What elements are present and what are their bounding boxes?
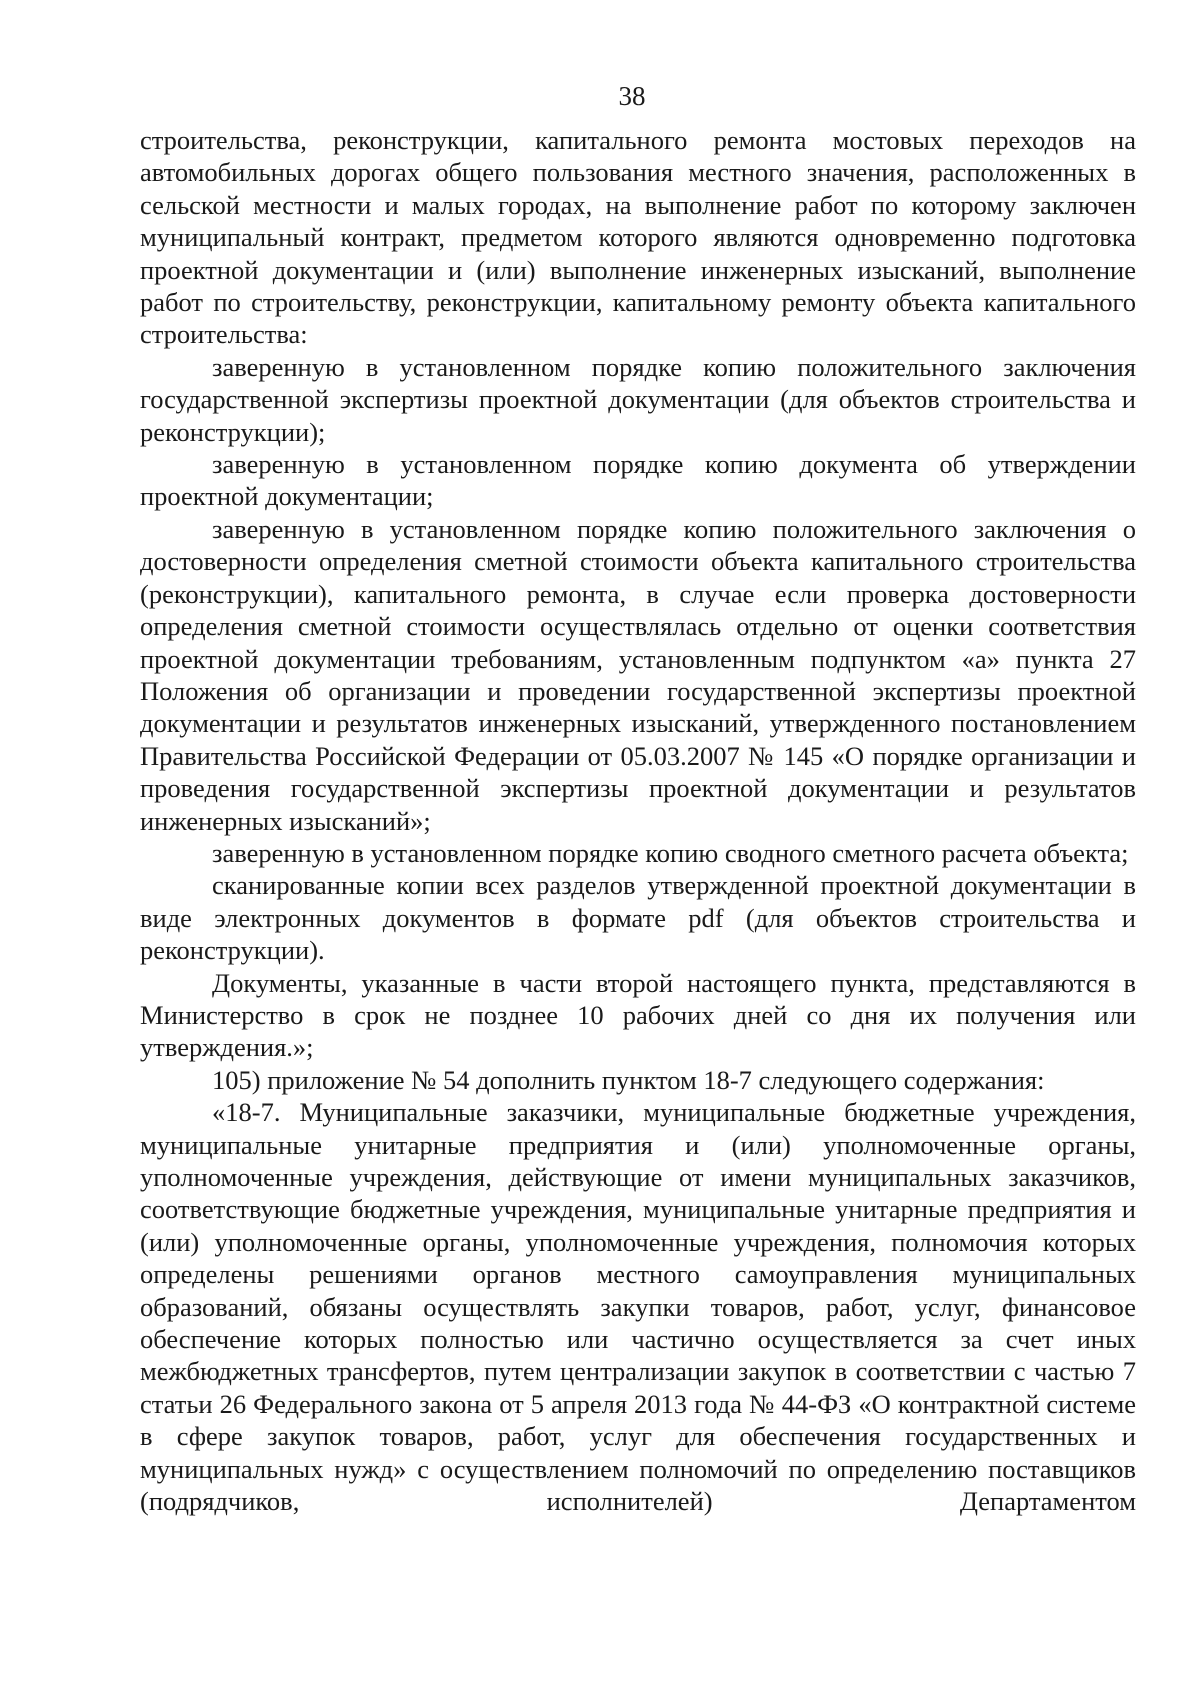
paragraph-item-105: 105) приложение № 54 дополнить пунктом 18-7 следующего содержания: — [212, 1064, 1045, 1095]
paragraph-state-expertise-copy: заверенную в установленном порядке копию положительного заключения государственной экспертизы проектной документации (для объектов строительства и реконструкции); — [140, 351, 1136, 447]
paragraph-continuation: строительства, реконструкции, капитального ремонта мостовых переходов на автомобильных дорогах общего пользования местного значения, расположенных в сельской местности и малых городах, на выполнение работ по которому заключен муниципальный контракт, предметом которого являются одновременно подготовка проектной документации и (или) выполнение инженерных изысканий, выполнение работ по строительству, реконструкции, капитальному ремонту объекта капитального строительства: — [140, 125, 1136, 350]
paragraph-approval-document-copy: заверенную в установленном порядке копию документа об утверждении проектной документации; — [140, 449, 1136, 512]
paragraph-submission-deadline: Документы, указанные в части второй настоящего пункта, представляются в Министерство в срок не позднее 10 рабочих дней со дня их получения или утверждения.»; — [140, 967, 1136, 1063]
page-number: 38 — [618, 81, 646, 111]
paragraph-estimate-copy: заверенную в установленном порядке копию сводного сметного расчета объекта; — [212, 837, 1129, 868]
paragraph-item-18-7: «18-7. Муниципальные заказчики, муниципальные бюджетные учреждения, муниципальные унитарные предприятия и (или) уполномоченные органы, уполномоченные учреждения, действующие от имени муниципальных заказчиков, соответствующие бюджетные учреждения, муниципальные унитарные предприятия и (или) уполномоченные органы, уполномоченные учреждения, полномочия которых определены решениями органов местного самоуправления муниципальных образований, обязаны осуществлять закупки товаров, работ, услуг, финансовое обеспечение которых полностью или частично осуществляется за счет иных межбюджетных трансфертов, путем централизации закупок в соответствии с частью 7 статьи 26 Федерального закона от 5 апреля 2013 года № 44-ФЗ «О контрактной системе в сфере закупок товаров, работ, услуг для обеспечения государственных и муниципальных нужд» с осуществлением полномочий по определению поставщиков (подрядчиков, исполнителей) Департаментом — [140, 1097, 1136, 1517]
document-body — [140, 124, 1136, 1517]
paragraph-scanned-copies: сканированные копии всех разделов утвержденной проектной документации в виде электронных документов в формате pdf (для объектов строительства и реконструкции). — [140, 870, 1136, 966]
paragraph-cost-reliability-copy: заверенную в установленном порядке копию положительного заключения о достоверности определения сметной стоимости объекта капитального строительства (реконструкции), капитального ремонта, в случае если проверка достоверности определения сметной стоимости осуществлялась отдельно от оценки соответствия проектной документации требованиям, установленным подпунктом «а» пункта 27 Положения об организации и проведении государственной экспертизы проектной документации и результатов инженерных изысканий, утвержденного постановлением Правительства Российской Федерации от 05.03.2007 № 145 «О порядке организации и проведения государственной экспертизы проектной документации и результатов инженерных изысканий»; — [140, 513, 1136, 836]
